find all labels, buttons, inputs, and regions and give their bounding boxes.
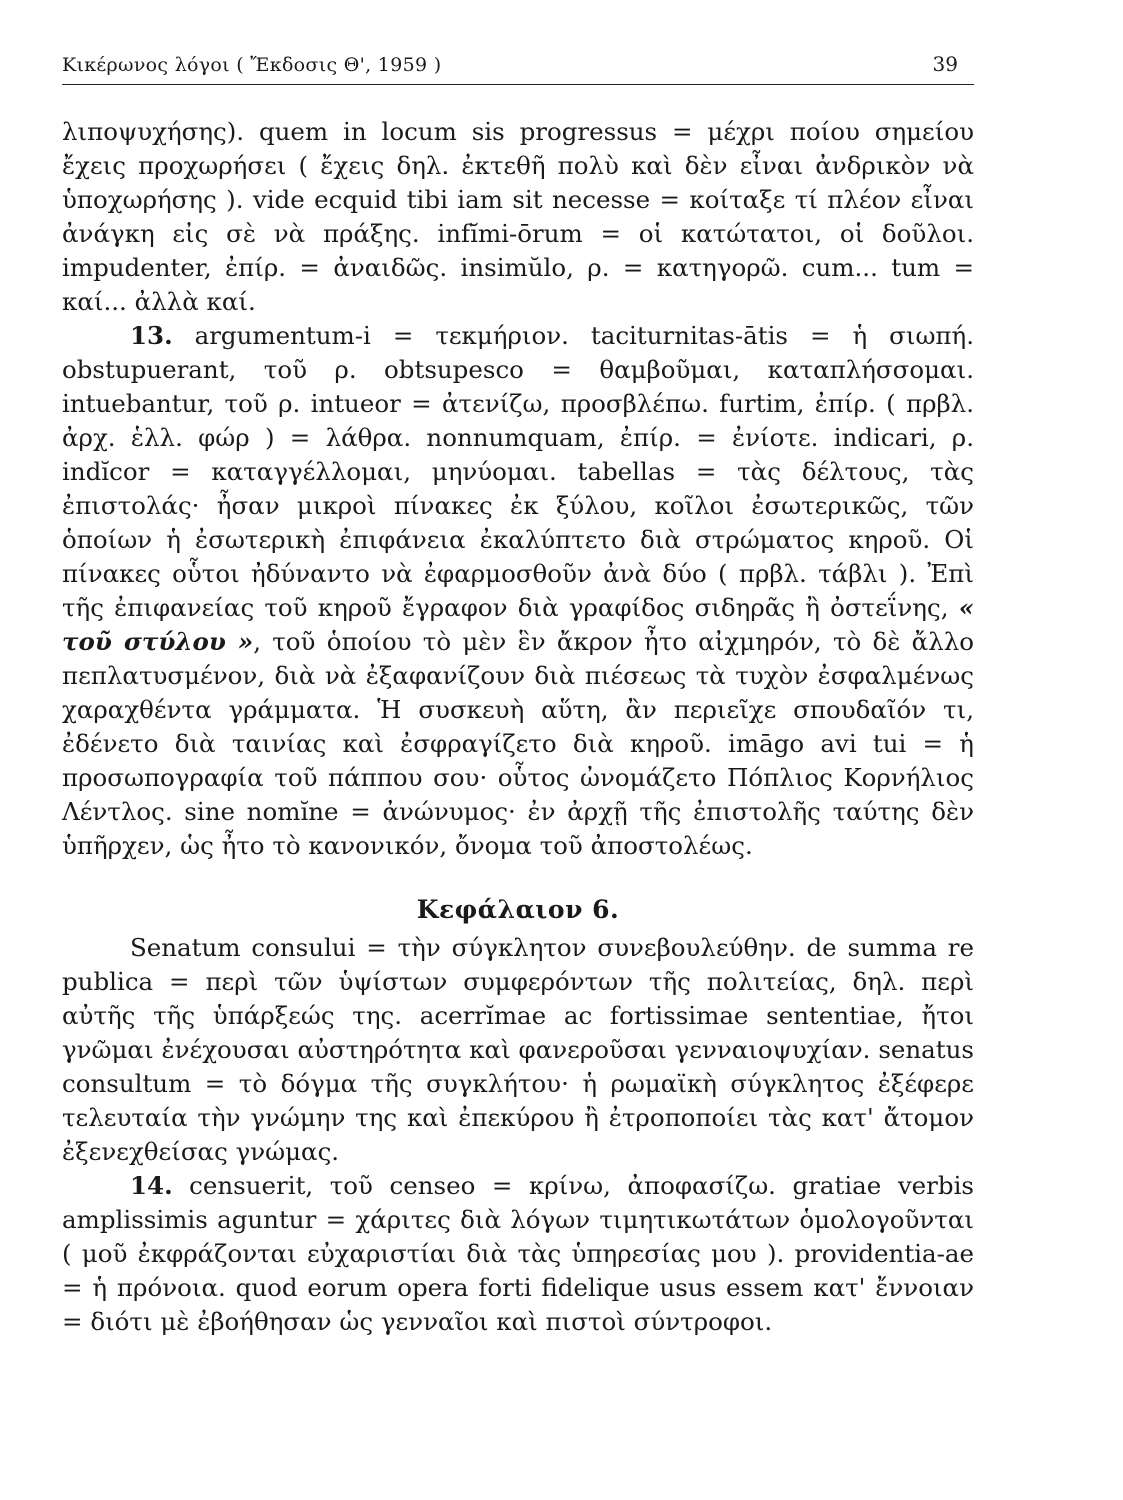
- section-number-14: 14.: [130, 1171, 173, 1200]
- paragraph-14-text: censuerit, τοῦ censeo = κρίνω, ἀποφασίζω. gratiae verbis amplissimis aguntur = χάριτες διὰ λόγων τιμητικωτάτων ὁμολογοῦνται ( μοῦ ἐκφράζονται εὐχαριστίαι διὰ τὰς ὑπηρεσίας μου ). providentia-ae = ἡ πρόνοια. quod eorum opera forti fidelique usus essem κατ' ἔννοιαν = διότι μὲ ἐβοήθησαν ὡς γενναῖοι καὶ πιστοὶ σύντροφοι.: [62, 1171, 974, 1336]
- page-number: 39: [932, 52, 958, 76]
- paragraph-continuation: λιποψυχήσης). quem in locum sis progressus = μέχρι ποίου σημείου ἔχεις προχωρήσει ( ἔχεις δηλ. ἐκτεθῆ πολὺ καὶ δὲν εἶναι ἀνδρικὸν νὰ ὑποχωρήσης ). vide ecquid tibi iam sit necesse = κοίταξε τί πλέον εἶναι ἀνάγκη εἰς σὲ νὰ πράξης. infĭmi-ōrum = οἱ κατώτατοι, οἱ δοῦλοι. impudenter, ἐπίρ. = ἀναιδῶς. insimŭlo, ρ. = κατηγορῶ. cum... tum = καί... ἀλλὰ καί.: [62, 117, 974, 316]
- paragraph-13-text: argumentum-i = τεκμήριον. taciturnitas-ātis = ἡ σιωπή. obstupuerant, τοῦ ρ. obtsupesco = θαμβοῦμαι, καταπλήσσομαι. intuebantur, τοῦ ρ. intueor = ἀτενίζω, προσβλέπω. furtim, ἐπίρ. ( πρβλ. ἀρχ. ἑλλ. φώρ ) = λάθρα. nonnumquam, ἐπίρ. = ἐνίοτε. indicari, ρ. indĭcor = καταγγέλλομαι, μηνύομαι. tabellas = τὰς δέλτους, τὰς ἐπιστολάς· ἦσαν μικροὶ πίνακες ἐκ ξύλου, κοῖλοι ἐσωτερικῶς, τῶν ὁποίων ἡ ἐσωτερικὴ ἐπιφάνεια ἐκαλύπτετο διὰ στρώματος κηροῦ. Οἱ πίνακες οὗτοι ἠδύναντο νὰ ἐφαρμοσθοῦν ἀνὰ δύο ( πρβλ. τάβλι ). Ἐπὶ τῆς ἐπιφανείας τοῦ κηροῦ ἔγραφον διὰ γραφίδος σιδηρᾶς ἢ ὀστεΐνης,: [62, 321, 974, 622]
- running-title: Κικέρωνος λόγοι ( Ἔκδοσις Θ', 1959 ): [62, 54, 442, 76]
- stylus-term: « τοῦ στύλου »: [62, 593, 974, 656]
- page-body: [62, 115, 974, 1339]
- chapter-heading: Κεφάλαιον 6.: [416, 895, 620, 924]
- paragraph-13-rest: , τοῦ ὁποίου τὸ μὲν ἓν ἄκρον ἦτο αἰχμηρόν, τὸ δὲ ἄλλο πεπλατυσμένον, διὰ νὰ ἐξαφανίζουν διὰ πιέσεως τὰ τυχὸν ἐσφαλμένως χαραχθέντα γράμματα. Ἡ συσκευὴ αὕτη, ἂν περιεῖχε σπουδαῖόν τι, ἐδένετο διὰ ταινίας καὶ ἐσφραγίζετο διὰ κηροῦ. imāgo avi tui = ἡ προσωπογραφία τοῦ πάππου σου· οὗτος ὠνομάζετο Πόπλιος Κορνήλιος Λέντλος. sine nomĭne = ἀνώνυμος· ἐν ἀρχῇ τῆς ἐπιστολῆς ταύτης δὲν ὑπῆρχεν, ὡς ἦτο τὸ κανονικόν, ὄνομα τοῦ ἀποστολέως.: [62, 627, 975, 860]
- paragraph-13: [62, 319, 974, 863]
- paragraph-14: [62, 1169, 974, 1339]
- section-number-13: 13.: [130, 321, 173, 350]
- paragraph-chapter-6: Senatum consului = τὴν σύγκλητον συνεβουλεύθην. de summa re publica = περὶ τῶν ὑψίστων συμφερόντων τῆς πολιτείας, δηλ. περὶ αὐτῆς τῆς ὑπάρξεώς της. acerrĭmae ac fortissimae sententiae, ἤτοι γνῶμαι ἐνέχουσαι αὐστηρότητα καὶ φανεροῦσαι γενναιοψυχίαν. senatus consultum = τὸ δόγμα τῆς συγκλήτου· ἡ ρωμαϊκὴ σύγκλητος ἐξέφερε τελευταία τὴν γνώμην της καὶ ἐπεκύρου ἢ ἐτροποποίει τὰς κατ' ἄτομον ἐξενεχθείσας γνώμας.: [62, 933, 974, 1166]
- book-page: [62, 52, 974, 1339]
- running-header: [62, 52, 974, 85]
